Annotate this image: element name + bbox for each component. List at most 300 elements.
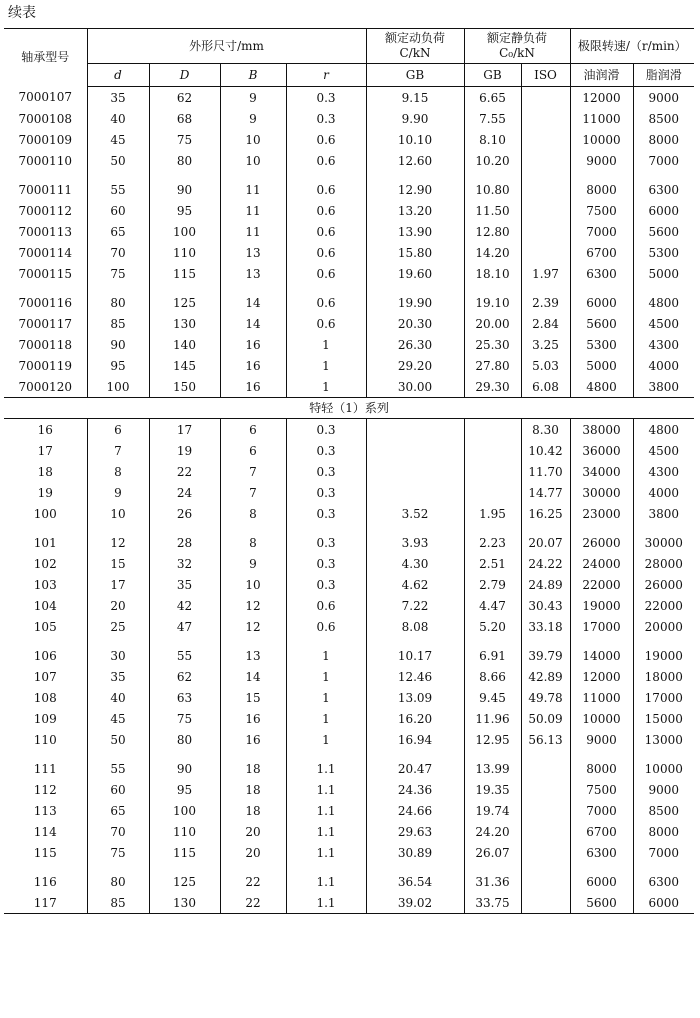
cell-B: 9 (220, 87, 286, 109)
cell-d: 85 (87, 892, 149, 914)
cell-grease-speed: 6300 (633, 871, 694, 892)
cell-d: 95 (87, 355, 149, 376)
table-row (4, 263, 694, 284)
cell-D: 115 (149, 842, 220, 863)
cell-model: 7000108 (18, 111, 72, 126)
cell-dynamic-gb (366, 482, 464, 503)
cell-static-iso: 42.89 (521, 666, 570, 687)
cell-dynamic-gb (366, 461, 464, 482)
cell-oil-speed: 6000 (570, 292, 633, 313)
cell-D: 55 (149, 645, 220, 666)
table-row (4, 616, 694, 637)
cell-B: 18 (220, 779, 286, 800)
cell-static-gb: 19.74 (464, 800, 521, 821)
cell-r: 1.1 (286, 842, 366, 863)
cell-d: 70 (87, 821, 149, 842)
cell-dynamic-gb: 16.94 (366, 729, 464, 750)
cell-static-gb: 33.75 (464, 892, 521, 914)
header-dynamic-load-label: 额定动负荷 (384, 31, 445, 45)
cell-grease-speed: 7000 (633, 842, 694, 863)
cell-static-iso (521, 87, 570, 109)
subheader-d: d (87, 64, 149, 87)
cell-static-gb: 4.47 (464, 595, 521, 616)
cell-static-iso (521, 871, 570, 892)
cell-static-gb: 2.23 (464, 532, 521, 553)
cell-D: 17 (149, 419, 220, 441)
cell-grease-speed: 8500 (633, 800, 694, 821)
cell-B: 9 (220, 108, 286, 129)
cell-d: 100 (87, 376, 149, 398)
cell-model: 16 (37, 422, 53, 437)
cell-grease-speed: 9000 (633, 87, 694, 109)
cell-model: 7000111 (18, 182, 72, 197)
cell-static-gb: 2.79 (464, 574, 521, 595)
header-static-load-label: 额定静负荷 (487, 31, 548, 45)
cell-grease-speed: 3800 (633, 503, 694, 524)
cell-model: 106 (33, 648, 57, 663)
table-row (4, 334, 694, 355)
cell-dynamic-gb: 13.90 (366, 221, 464, 242)
cell-grease-speed: 5300 (633, 242, 694, 263)
cell-D: 110 (149, 242, 220, 263)
cell-static-iso (521, 242, 570, 263)
cell-dynamic-gb: 39.02 (366, 892, 464, 914)
cell-model: 110 (33, 732, 57, 747)
cell-D: 75 (149, 708, 220, 729)
cell-dynamic-gb: 20.47 (366, 758, 464, 779)
cell-model: 7000120 (18, 379, 72, 394)
cell-r: 1 (286, 729, 366, 750)
cell-dynamic-gb: 20.30 (366, 313, 464, 334)
cell-B: 12 (220, 595, 286, 616)
cell-oil-speed: 36000 (570, 440, 633, 461)
cell-oil-speed: 23000 (570, 503, 633, 524)
cell-r: 0.6 (286, 129, 366, 150)
cell-d: 45 (87, 129, 149, 150)
cell-oil-speed: 5600 (570, 313, 633, 334)
cell-model: 7000114 (18, 245, 72, 260)
subheader-dynamic-gb: GB (366, 64, 464, 87)
cell-r: 1 (286, 645, 366, 666)
cell-d: 25 (87, 616, 149, 637)
cell-d: 55 (87, 758, 149, 779)
cell-r: 0.6 (286, 616, 366, 637)
table-row (4, 532, 694, 553)
cell-oil-speed: 14000 (570, 645, 633, 666)
cell-dynamic-gb: 29.20 (366, 355, 464, 376)
cell-d: 40 (87, 687, 149, 708)
cell-d: 80 (87, 292, 149, 313)
table-row (4, 292, 694, 313)
cell-model: 113 (33, 803, 57, 818)
cell-oil-speed: 11000 (570, 108, 633, 129)
series-title: 特轻（1）系列 (4, 398, 694, 419)
cell-model: 114 (33, 824, 57, 839)
cell-r: 0.3 (286, 440, 366, 461)
cell-static-gb: 20.00 (464, 313, 521, 334)
cell-r: 0.3 (286, 532, 366, 553)
cell-d: 30 (87, 645, 149, 666)
cell-d: 8 (87, 461, 149, 482)
cell-dynamic-gb: 3.93 (366, 532, 464, 553)
cell-d: 17 (87, 574, 149, 595)
cell-D: 62 (149, 87, 220, 109)
cell-grease-speed: 28000 (633, 553, 694, 574)
cell-dynamic-gb: 19.90 (366, 292, 464, 313)
cell-d: 50 (87, 150, 149, 171)
cell-static-iso: 16.25 (521, 503, 570, 524)
cell-dynamic-gb: 12.90 (366, 179, 464, 200)
cell-model: 19 (37, 485, 53, 500)
cell-static-iso: 14.77 (521, 482, 570, 503)
cell-model: 108 (33, 690, 57, 705)
cell-d: 65 (87, 221, 149, 242)
cell-d: 65 (87, 800, 149, 821)
cell-static-gb (464, 440, 521, 461)
cell-dynamic-gb: 4.62 (366, 574, 464, 595)
cell-r: 1 (286, 687, 366, 708)
cell-grease-speed: 9000 (633, 779, 694, 800)
cell-static-gb: 5.20 (464, 616, 521, 637)
header-static-load-unit: C₀/kN (499, 46, 535, 60)
cell-r: 1.1 (286, 800, 366, 821)
table-row (4, 892, 694, 914)
cell-D: 26 (149, 503, 220, 524)
cell-oil-speed: 9000 (570, 150, 633, 171)
header-speed-limit: 极限转速/（r/min） (570, 29, 694, 64)
cell-d: 50 (87, 729, 149, 750)
cell-static-gb: 11.96 (464, 708, 521, 729)
group-spacer (4, 863, 694, 871)
subheader-D: D (149, 64, 220, 87)
cell-grease-speed: 3800 (633, 376, 694, 398)
cell-dynamic-gb: 36.54 (366, 871, 464, 892)
cell-static-iso: 24.89 (521, 574, 570, 595)
cell-model: 7000115 (18, 266, 72, 281)
cell-grease-speed: 8000 (633, 129, 694, 150)
cell-static-gb: 10.20 (464, 150, 521, 171)
cell-B: 13 (220, 263, 286, 284)
cell-dynamic-gb: 26.30 (366, 334, 464, 355)
table-row (4, 179, 694, 200)
table-row (4, 108, 694, 129)
cell-d: 40 (87, 108, 149, 129)
group-spacer (4, 750, 694, 758)
cell-oil-speed: 10000 (570, 129, 633, 150)
cell-dynamic-gb (366, 419, 464, 441)
cell-r: 1.1 (286, 892, 366, 914)
subheader-grease: 脂润滑 (633, 64, 694, 87)
cell-B: 20 (220, 842, 286, 863)
cell-oil-speed: 6700 (570, 821, 633, 842)
cell-B: 12 (220, 616, 286, 637)
cell-grease-speed: 5600 (633, 221, 694, 242)
cell-r: 0.6 (286, 150, 366, 171)
cell-static-gb: 8.66 (464, 666, 521, 687)
cell-dynamic-gb: 24.36 (366, 779, 464, 800)
cell-static-gb: 24.20 (464, 821, 521, 842)
cell-B: 18 (220, 800, 286, 821)
header-dimensions: 外形尺寸/mm (87, 29, 366, 64)
cell-D: 42 (149, 595, 220, 616)
cell-static-gb: 29.30 (464, 376, 521, 398)
cell-model: 7000107 (18, 90, 72, 105)
cell-dynamic-gb: 12.46 (366, 666, 464, 687)
cell-static-iso (521, 892, 570, 914)
cell-D: 115 (149, 263, 220, 284)
cell-grease-speed: 26000 (633, 574, 694, 595)
caption: 续表 (8, 5, 36, 21)
cell-oil-speed: 17000 (570, 616, 633, 637)
cell-r: 0.3 (286, 574, 366, 595)
cell-static-gb (464, 461, 521, 482)
cell-D: 95 (149, 200, 220, 221)
cell-B: 16 (220, 334, 286, 355)
cell-B: 14 (220, 313, 286, 334)
subheader-oil: 油润滑 (570, 64, 633, 87)
cell-B: 15 (220, 687, 286, 708)
cell-r: 0.6 (286, 200, 366, 221)
cell-static-iso: 24.22 (521, 553, 570, 574)
cell-D: 47 (149, 616, 220, 637)
table-row (4, 503, 694, 524)
cell-B: 8 (220, 532, 286, 553)
cell-r: 1 (286, 355, 366, 376)
cell-static-gb: 12.95 (464, 729, 521, 750)
cell-grease-speed: 4000 (633, 482, 694, 503)
cell-dynamic-gb: 13.20 (366, 200, 464, 221)
cell-d: 15 (87, 553, 149, 574)
cell-static-gb: 26.07 (464, 842, 521, 863)
cell-dynamic-gb: 24.66 (366, 800, 464, 821)
cell-d: 6 (87, 419, 149, 441)
cell-d: 45 (87, 708, 149, 729)
cell-D: 80 (149, 729, 220, 750)
group-spacer (4, 171, 694, 179)
cell-r: 0.6 (286, 221, 366, 242)
cell-d: 55 (87, 179, 149, 200)
cell-dynamic-gb: 10.17 (366, 645, 464, 666)
cell-r: 0.3 (286, 87, 366, 109)
cell-static-gb: 19.10 (464, 292, 521, 313)
cell-grease-speed: 5000 (633, 263, 694, 284)
cell-grease-speed: 18000 (633, 666, 694, 687)
table-row (4, 553, 694, 574)
cell-B: 16 (220, 376, 286, 398)
cell-D: 75 (149, 129, 220, 150)
table-row (4, 129, 694, 150)
cell-grease-speed: 20000 (633, 616, 694, 637)
cell-D: 63 (149, 687, 220, 708)
table-row (4, 687, 694, 708)
cell-model: 115 (33, 845, 57, 860)
cell-r: 1 (286, 376, 366, 398)
cell-static-iso: 6.08 (521, 376, 570, 398)
cell-static-gb: 14.20 (464, 242, 521, 263)
cell-model: 103 (33, 577, 57, 592)
table-row (4, 376, 694, 398)
table-row (4, 871, 694, 892)
cell-static-gb: 25.30 (464, 334, 521, 355)
table-row (4, 482, 694, 503)
cell-r: 0.3 (286, 419, 366, 441)
cell-static-gb: 6.65 (464, 87, 521, 109)
cell-r: 1.1 (286, 779, 366, 800)
cell-model: 117 (4, 892, 87, 914)
table-row (4, 461, 694, 482)
cell-oil-speed: 34000 (570, 461, 633, 482)
cell-dynamic-gb: 9.90 (366, 108, 464, 129)
cell-static-gb (464, 482, 521, 503)
cell-oil-speed: 7000 (570, 221, 633, 242)
cell-d: 7 (87, 440, 149, 461)
cell-dynamic-gb: 12.60 (366, 150, 464, 171)
cell-static-gb: 27.80 (464, 355, 521, 376)
cell-oil-speed: 8000 (570, 758, 633, 779)
cell-r: 0.6 (286, 179, 366, 200)
cell-oil-speed: 4800 (570, 376, 633, 398)
cell-B: 16 (220, 355, 286, 376)
cell-D: 125 (149, 292, 220, 313)
cell-B: 11 (220, 179, 286, 200)
cell-B: 22 (220, 871, 286, 892)
cell-B: 8 (220, 503, 286, 524)
cell-r: 1 (286, 666, 366, 687)
bearing-spec-table (4, 28, 694, 914)
cell-B: 11 (220, 221, 286, 242)
cell-static-iso (521, 129, 570, 150)
cell-model: 102 (33, 556, 57, 571)
cell-D: 100 (149, 221, 220, 242)
cell-D: 95 (149, 779, 220, 800)
cell-d: 10 (87, 503, 149, 524)
table-row (4, 150, 694, 171)
cell-static-iso: 3.25 (521, 334, 570, 355)
cell-static-iso: 39.79 (521, 645, 570, 666)
cell-oil-speed: 19000 (570, 595, 633, 616)
cell-r: 0.6 (286, 595, 366, 616)
cell-static-iso (521, 108, 570, 129)
series-row (4, 398, 694, 419)
cell-static-iso (521, 150, 570, 171)
table-row (4, 313, 694, 334)
cell-static-gb: 13.99 (464, 758, 521, 779)
cell-static-gb: 18.10 (464, 263, 521, 284)
cell-static-gb: 10.80 (464, 179, 521, 200)
cell-dynamic-gb: 30.89 (366, 842, 464, 863)
cell-oil-speed: 6700 (570, 242, 633, 263)
cell-d: 60 (87, 779, 149, 800)
cell-static-iso (521, 821, 570, 842)
cell-model: 7000119 (18, 358, 72, 373)
table-row (4, 87, 694, 109)
table-row (4, 666, 694, 687)
cell-static-iso: 50.09 (521, 708, 570, 729)
cell-dynamic-gb: 9.15 (366, 87, 464, 109)
cell-r: 0.6 (286, 242, 366, 263)
cell-static-gb (464, 419, 521, 441)
table-row (4, 842, 694, 863)
table-body (4, 87, 694, 914)
cell-D: 125 (149, 871, 220, 892)
cell-model: 7000118 (18, 337, 72, 352)
cell-oil-speed: 5300 (570, 334, 633, 355)
header-dynamic-load-unit: C/kN (399, 46, 431, 60)
cell-dynamic-gb: 8.08 (366, 616, 464, 637)
cell-static-iso (521, 779, 570, 800)
cell-static-iso: 2.39 (521, 292, 570, 313)
cell-dynamic-gb: 29.63 (366, 821, 464, 842)
cell-oil-speed: 26000 (570, 532, 633, 553)
cell-static-gb: 31.36 (464, 871, 521, 892)
cell-d: 80 (87, 871, 149, 892)
cell-static-iso: 56.13 (521, 729, 570, 750)
cell-d: 12 (87, 532, 149, 553)
table-row (4, 200, 694, 221)
cell-oil-speed: 24000 (570, 553, 633, 574)
table-row (4, 440, 694, 461)
cell-static-gb: 12.80 (464, 221, 521, 242)
cell-static-gb: 11.50 (464, 200, 521, 221)
cell-grease-speed: 4000 (633, 355, 694, 376)
cell-grease-speed: 22000 (633, 595, 694, 616)
cell-oil-speed: 9000 (570, 729, 633, 750)
group-spacer (4, 284, 694, 292)
table-row (4, 779, 694, 800)
cell-grease-speed: 4800 (633, 419, 694, 441)
cell-static-iso: 20.07 (521, 532, 570, 553)
cell-r: 0.3 (286, 503, 366, 524)
cell-oil-speed: 6300 (570, 263, 633, 284)
cell-static-iso: 33.18 (521, 616, 570, 637)
cell-B: 11 (220, 200, 286, 221)
cell-dynamic-gb: 4.30 (366, 553, 464, 574)
cell-dynamic-gb: 30.00 (366, 376, 464, 398)
cell-model: 116 (33, 874, 57, 889)
cell-D: 28 (149, 532, 220, 553)
cell-B: 20 (220, 821, 286, 842)
cell-D: 80 (149, 150, 220, 171)
table-row (4, 595, 694, 616)
cell-D: 19 (149, 440, 220, 461)
cell-d: 20 (87, 595, 149, 616)
cell-B: 16 (220, 729, 286, 750)
cell-model: 112 (33, 782, 57, 797)
table-row (4, 758, 694, 779)
group-spacer (4, 637, 694, 645)
cell-r: 0.6 (286, 292, 366, 313)
table-row (4, 355, 694, 376)
cell-model: 107 (33, 669, 57, 684)
cell-grease-speed: 30000 (633, 532, 694, 553)
cell-r: 0.3 (286, 553, 366, 574)
cell-r: 1 (286, 334, 366, 355)
table-row (4, 821, 694, 842)
cell-grease-speed: 4300 (633, 334, 694, 355)
cell-oil-speed: 7000 (570, 800, 633, 821)
cell-oil-speed: 22000 (570, 574, 633, 595)
cell-static-iso: 5.03 (521, 355, 570, 376)
header-dynamic-load (366, 29, 464, 64)
table-row (4, 242, 694, 263)
cell-static-iso: 49.78 (521, 687, 570, 708)
cell-D: 32 (149, 553, 220, 574)
cell-dynamic-gb: 15.80 (366, 242, 464, 263)
cell-oil-speed: 6300 (570, 842, 633, 863)
cell-grease-speed: 4800 (633, 292, 694, 313)
cell-B: 18 (220, 758, 286, 779)
cell-r: 1 (286, 708, 366, 729)
